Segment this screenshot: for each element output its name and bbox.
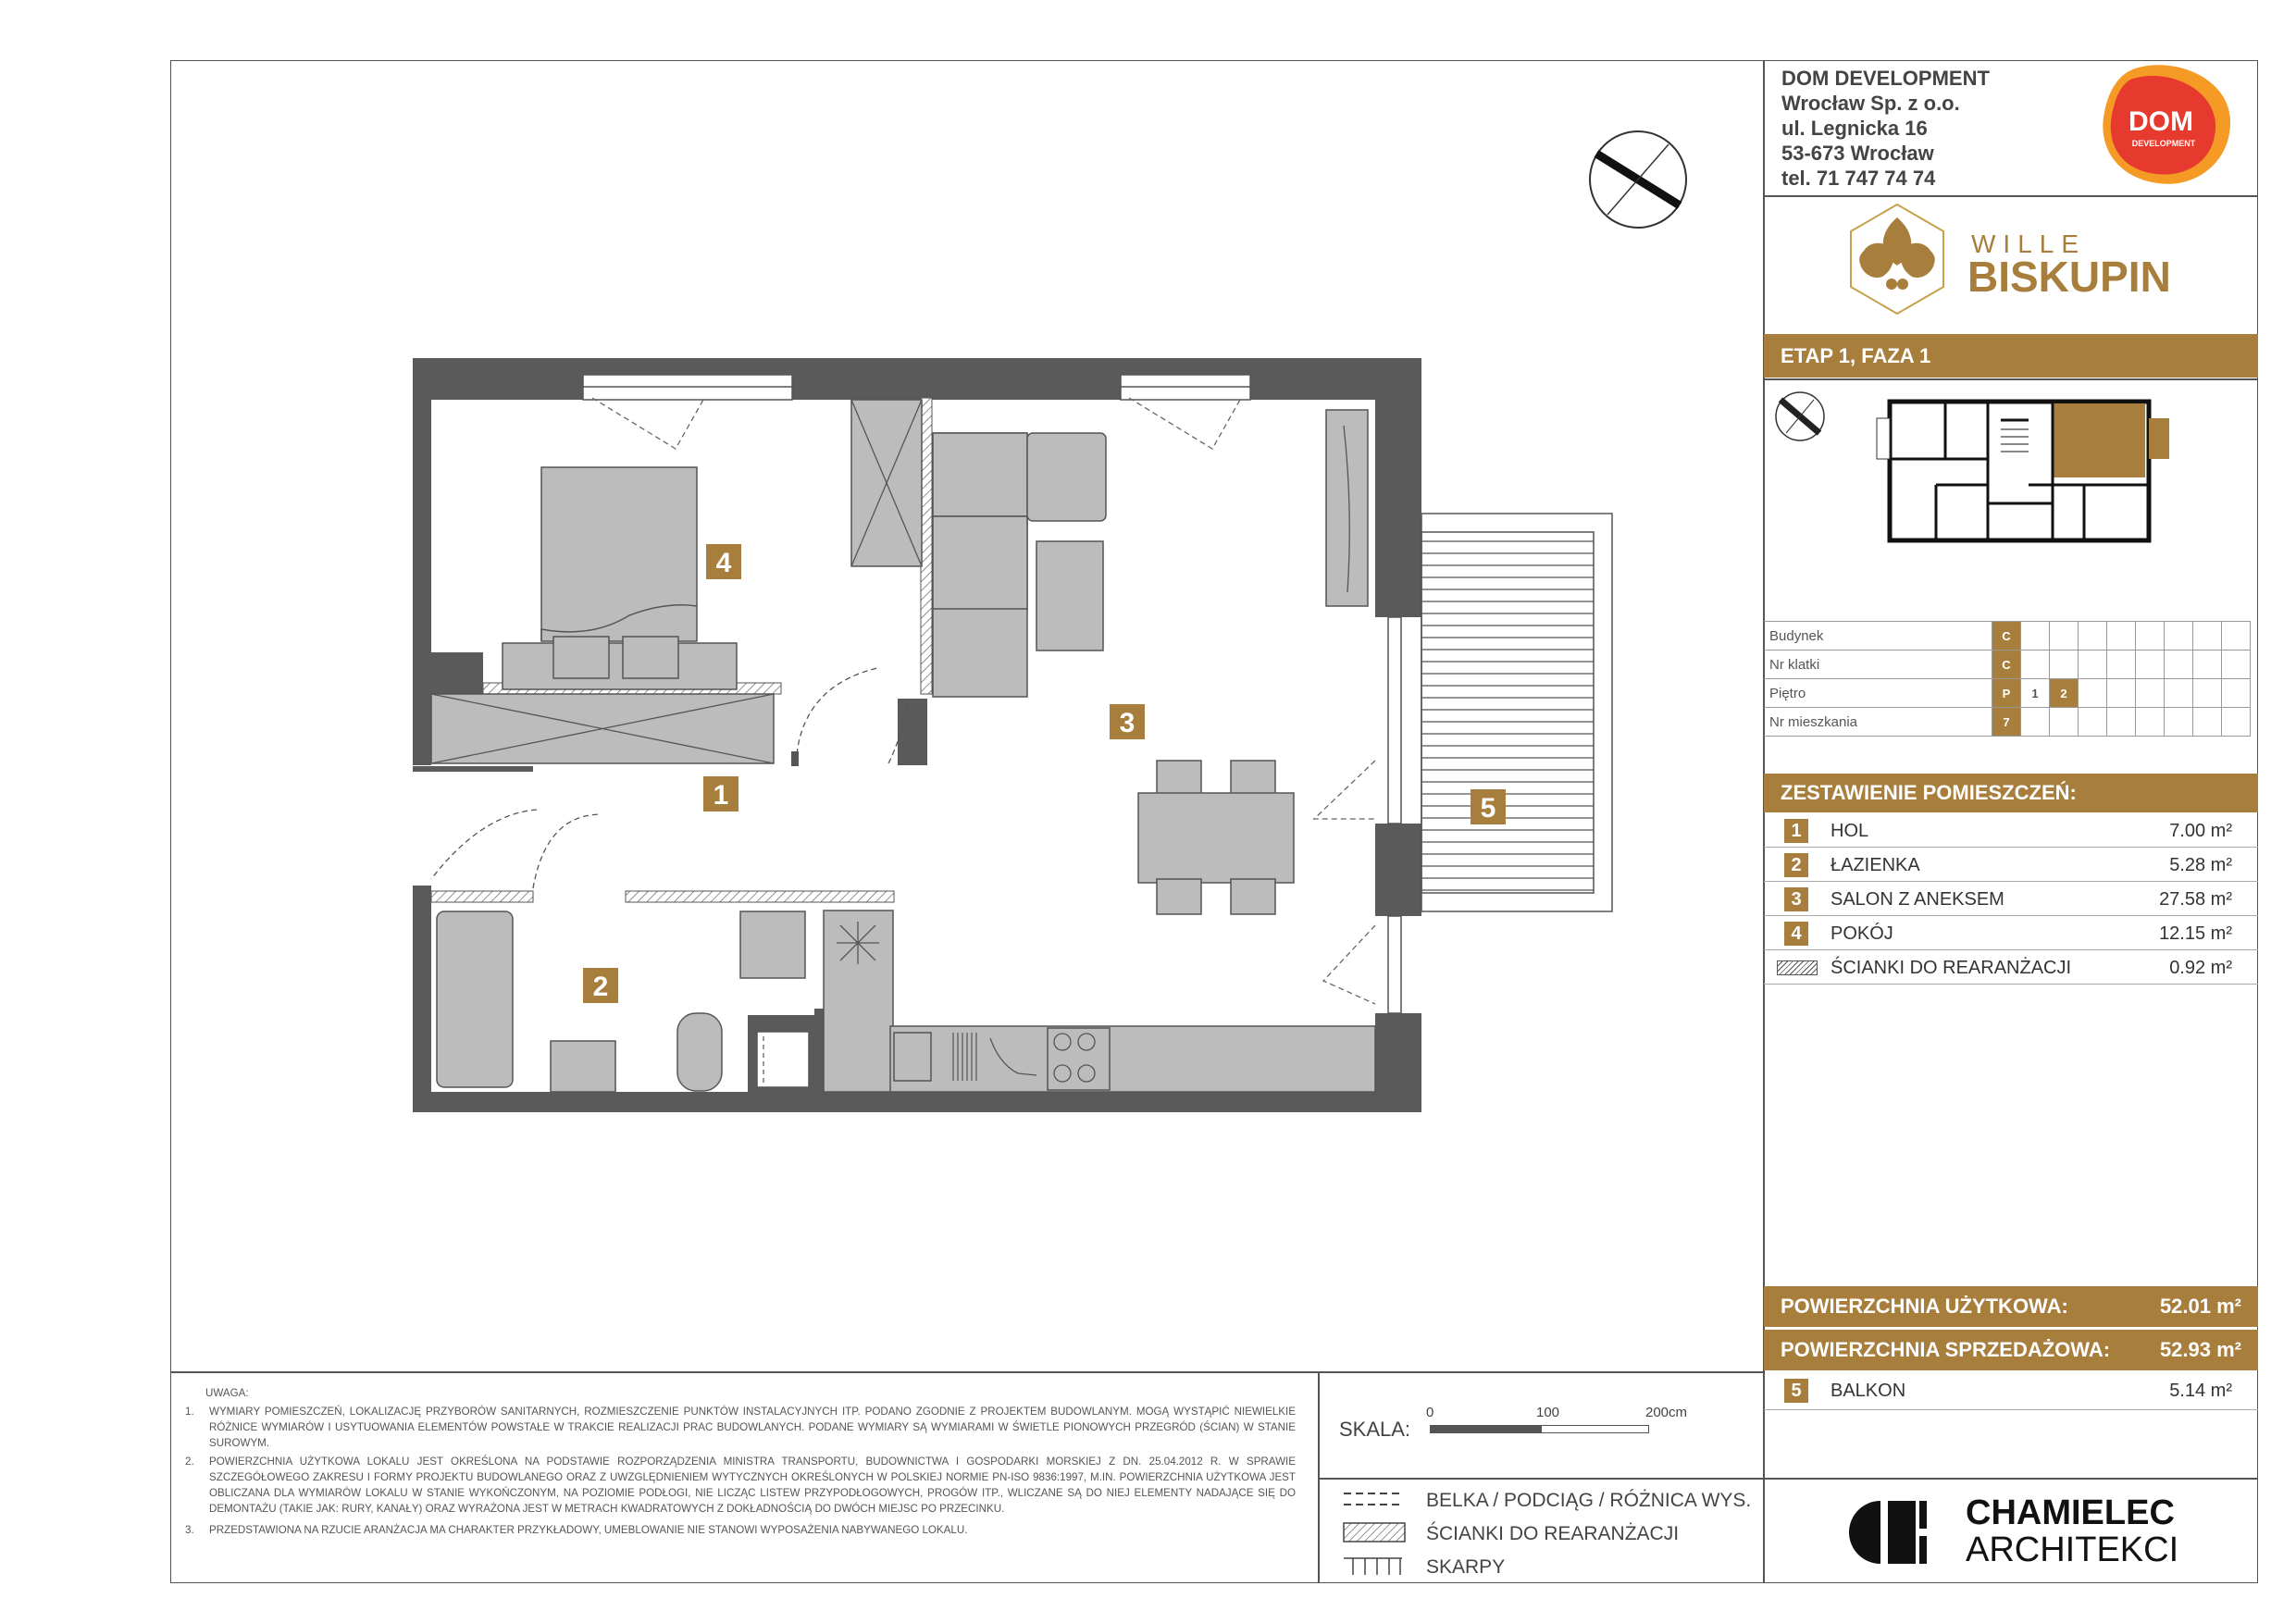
notes-title: UWAGA: <box>205 1387 249 1399</box>
company-address <box>1781 66 1990 191</box>
info-cell: P <box>1992 679 2021 708</box>
info-cell <box>2079 708 2107 737</box>
info-cell <box>2222 650 2251 679</box>
dom-development-logo <box>2093 61 2241 192</box>
legend-symbols <box>1339 1488 1413 1577</box>
scale-tick-0: 0 <box>1426 1405 1434 1420</box>
note-text: WYMIARY POMIESZCZEŃ, LOKALIZACJĘ PRZYBORÓW SANITARNYCH, ROZMIESZCZENIE PUNKTÓW INSTALACYJNYCH ITP. PODANO ZGODNIE Z PROJEKTEM BUDOWLANYM. MOGĄ WYSTĄPIĆ NIEWIELKIE RÓŻNICE WYMIARÓW I USYTUOWANIA ELEMENTÓW POWSTAŁE W TRAKCIE REALIZACJI PRAC BUDOWLANYCH. PODANE WYMIARY SĄ WYMIARAMI W ŚWIETLE PIONOWYCH PRZEGRÓD (ŚCIAN) W STANIE SUROWYM. <box>209 1406 1296 1449</box>
scale-tick-100: 100 <box>1536 1405 1560 1420</box>
sales-area-label: POWIERZCHNIA SPRZEDAŻOWA: <box>1781 1338 2111 1361</box>
header-line-3 <box>1764 378 2258 380</box>
info-cell <box>2021 622 2050 650</box>
room-tag-4: 4 <box>715 548 732 578</box>
rooms-header-label: ZESTAWIENIE POMIESZCZEŃ: <box>1781 781 2077 804</box>
balcony-area: 5.14 m² <box>2169 1381 2232 1401</box>
info-cell <box>2079 650 2107 679</box>
room-area: 7.00 m² <box>2169 821 2232 841</box>
info-cell <box>2193 650 2222 679</box>
info-cell <box>2107 708 2136 737</box>
info-row <box>1764 622 2251 650</box>
info-cell <box>2079 679 2107 708</box>
info-cell <box>2165 622 2193 650</box>
company-line: Wrocław Sp. z o.o. <box>1781 92 1960 115</box>
room-number: 2 <box>1784 853 1808 877</box>
info-cell <box>2193 708 2222 737</box>
balcony <box>1421 514 1612 911</box>
bed <box>503 467 737 689</box>
scale-bar-empty <box>1541 1425 1649 1433</box>
info-row <box>1764 708 2251 737</box>
hatch-swatch-icon <box>1777 960 1818 975</box>
info-cell: 2 <box>2050 679 2079 708</box>
legend-slopes: SKARPY <box>1426 1556 1506 1578</box>
company-line: tel. 71 747 74 74 <box>1781 167 1936 190</box>
scale-tick-200: 200cm <box>1645 1405 1688 1420</box>
room-name: SALON Z ANEKSEM <box>1831 889 2004 910</box>
logo-biskupin: BISKUPIN <box>1967 253 2171 301</box>
room-name: POKÓJ <box>1831 923 1893 944</box>
info-label: Nr mieszkania <box>1764 708 1992 737</box>
header-line-1 <box>1764 195 2258 197</box>
footer-top-line <box>170 1371 1764 1373</box>
room-row <box>1764 849 2258 882</box>
sales-area-value: 52.93 m² <box>2159 1338 2241 1361</box>
info-cell <box>2165 708 2193 737</box>
stage-label: ETAP 1, FAZA 1 <box>1781 343 1931 367</box>
room-row <box>1764 883 2258 916</box>
room-row <box>1764 951 2258 985</box>
info-cell <box>2107 622 2136 650</box>
scale-label: SKALA: <box>1339 1418 1411 1441</box>
note-number: 1. <box>185 1406 194 1418</box>
info-cell <box>2079 622 2107 650</box>
info-cell <box>2136 679 2165 708</box>
info-label: Piętro <box>1764 679 1992 708</box>
info-cell <box>2193 622 2222 650</box>
info-cell <box>2136 650 2165 679</box>
company-line: ul. Legnicka 16 <box>1781 117 1928 140</box>
architect-top-line <box>1764 1478 2258 1480</box>
oak-leaves-icon <box>1859 217 1935 290</box>
info-cell <box>2107 679 2136 708</box>
rooms-header <box>1764 774 2258 812</box>
info-label: Budynek <box>1764 622 1992 650</box>
room-number: 1 <box>1784 819 1808 843</box>
legend-rearrangement-walls: ŚCIANKI DO REARANŻACJI <box>1426 1523 1680 1544</box>
usable-area-value: 52.01 m² <box>2159 1295 2241 1318</box>
info-cell <box>2136 708 2165 737</box>
info-cell <box>2050 650 2079 679</box>
info-row <box>1764 650 2251 679</box>
room-name: HOL <box>1831 821 1869 841</box>
info-cell <box>2021 708 2050 737</box>
room-name: ŁAZIENKA <box>1831 855 1920 875</box>
room-tag-2: 2 <box>592 972 609 1002</box>
note-number: 3. <box>185 1524 194 1536</box>
info-cell: C <box>1992 622 2021 650</box>
note-text: POWIERZCHNIA UŻYTKOWA LOKALU JEST OKREŚLONA NA PODSTAWIE ROZPORZĄDZENIA MINISTRA TRANSPORTU, BUDOWNICTWA I GOSPODARKI MORSKIEJ Z DN. 25.04.2012 R. W SPRAWIE SZCZEGÓŁOWEGO ZAKRESU I FORMY PROJEKTU BUDOWLANEGO ORAZ Z UWZGLĘDNIENIEM WYTYCZNYCH OKREŚLONYCH W POLSKIEJ NORMIE PN-ISO 9836:1997, M.IN. POWIERZCHNIA UŻYTKOWA JEST OBLICZANA DLA WYMIARÓW LOKALU W STANIE WYKOŃCZONYM, NA POZIOMIE PODŁOGI, NIE LICZĄC LISTEW PRZYPODŁOGOWYCH, PROGÓW ITP., WLICZANE SĄ DO NIEJ ELEMENTY NADAJĄCE SIĘ DO DEMONTAŻU (TAKIE JAK: RURY, KANAŁY) ORAZ WYRAŻONA JEST W METRACH KWADRATOWYCH Z DOKŁADNOŚCIĄ DO DWÓCH MIEJSC PO PRZECINKU. <box>209 1456 1296 1515</box>
room-name: ŚCIANKI DO REARANŻACJI <box>1831 958 2072 978</box>
info-cell: C <box>1992 650 2021 679</box>
room-number: 4 <box>1784 922 1808 946</box>
architect-name-line1: CHAMIELEC <box>1966 1493 2175 1532</box>
company-line: DOM DEVELOPMENT <box>1781 67 1990 90</box>
key-plan <box>1769 383 2177 550</box>
info-cell <box>2050 622 2079 650</box>
info-cell <box>2165 679 2193 708</box>
room-area: 12.15 m² <box>2159 923 2232 944</box>
room-row <box>1764 917 2258 950</box>
company-line: 53-673 Wrocław <box>1781 142 1934 165</box>
room-area: 27.58 m² <box>2159 889 2232 910</box>
balcony-number: 5 <box>1784 1379 1808 1403</box>
north-arrow-icon <box>1590 131 1686 228</box>
legend-top-line <box>1318 1478 1764 1480</box>
architect-name-line2: ARCHITEKCI <box>1966 1530 2179 1569</box>
info-cell <box>2222 708 2251 737</box>
info-cell <box>2165 650 2193 679</box>
logo-wille: WILLE <box>1971 229 2087 258</box>
room-area: 0.92 m² <box>2169 958 2232 978</box>
note-text: PRZEDSTAWIONA NA RZUCIE ARANŻACJA MA CHARAKTER PRZYKŁADOWY, UMEBLOWANIE NIE STANOWI WYPOSAŻENIA NABYWANEGO LOKALU. <box>209 1524 968 1536</box>
info-cell <box>2136 622 2165 650</box>
room-area: 5.28 m² <box>2169 855 2232 875</box>
room-tag-1: 1 <box>713 780 729 811</box>
wille-biskupin-logo <box>1842 199 2193 328</box>
apartment-info-table <box>1764 621 2251 737</box>
balcony-name: BALKON <box>1831 1381 1906 1401</box>
info-cell <box>2021 650 2050 679</box>
usable-area-label: POWIERZCHNIA UŻYTKOWA: <box>1781 1295 2068 1318</box>
legend-beam: BELKA / PODCIĄG / RÓŻNICA WYS. <box>1426 1490 1752 1511</box>
scale-bar-filled <box>1430 1425 1541 1433</box>
stage-band <box>1764 334 2258 378</box>
dom-logo-text: DOM <box>2128 106 2193 137</box>
sales-area-row <box>1764 1330 2258 1370</box>
info-label: Nr klatki <box>1764 650 1992 679</box>
room-row <box>1764 814 2258 848</box>
info-cell <box>2050 708 2079 737</box>
info-cell <box>2193 679 2222 708</box>
info-cell <box>2222 622 2251 650</box>
info-cell <box>2107 650 2136 679</box>
info-cell: 1 <box>2021 679 2050 708</box>
balcony-row <box>1764 1371 2258 1410</box>
room-tag-3: 3 <box>1119 708 1136 738</box>
room-tag-5: 5 <box>1480 793 1496 824</box>
info-cell <box>2222 679 2251 708</box>
info-cell: 7 <box>1992 708 2021 737</box>
usable-area-row <box>1764 1286 2258 1327</box>
room-number: 3 <box>1784 887 1808 911</box>
note-number: 2. <box>185 1456 194 1468</box>
chamielec-logo-mark <box>1847 1499 1930 1566</box>
dom-logo-subtext: DEVELOPMENT <box>2131 139 2196 148</box>
info-row <box>1764 679 2251 708</box>
